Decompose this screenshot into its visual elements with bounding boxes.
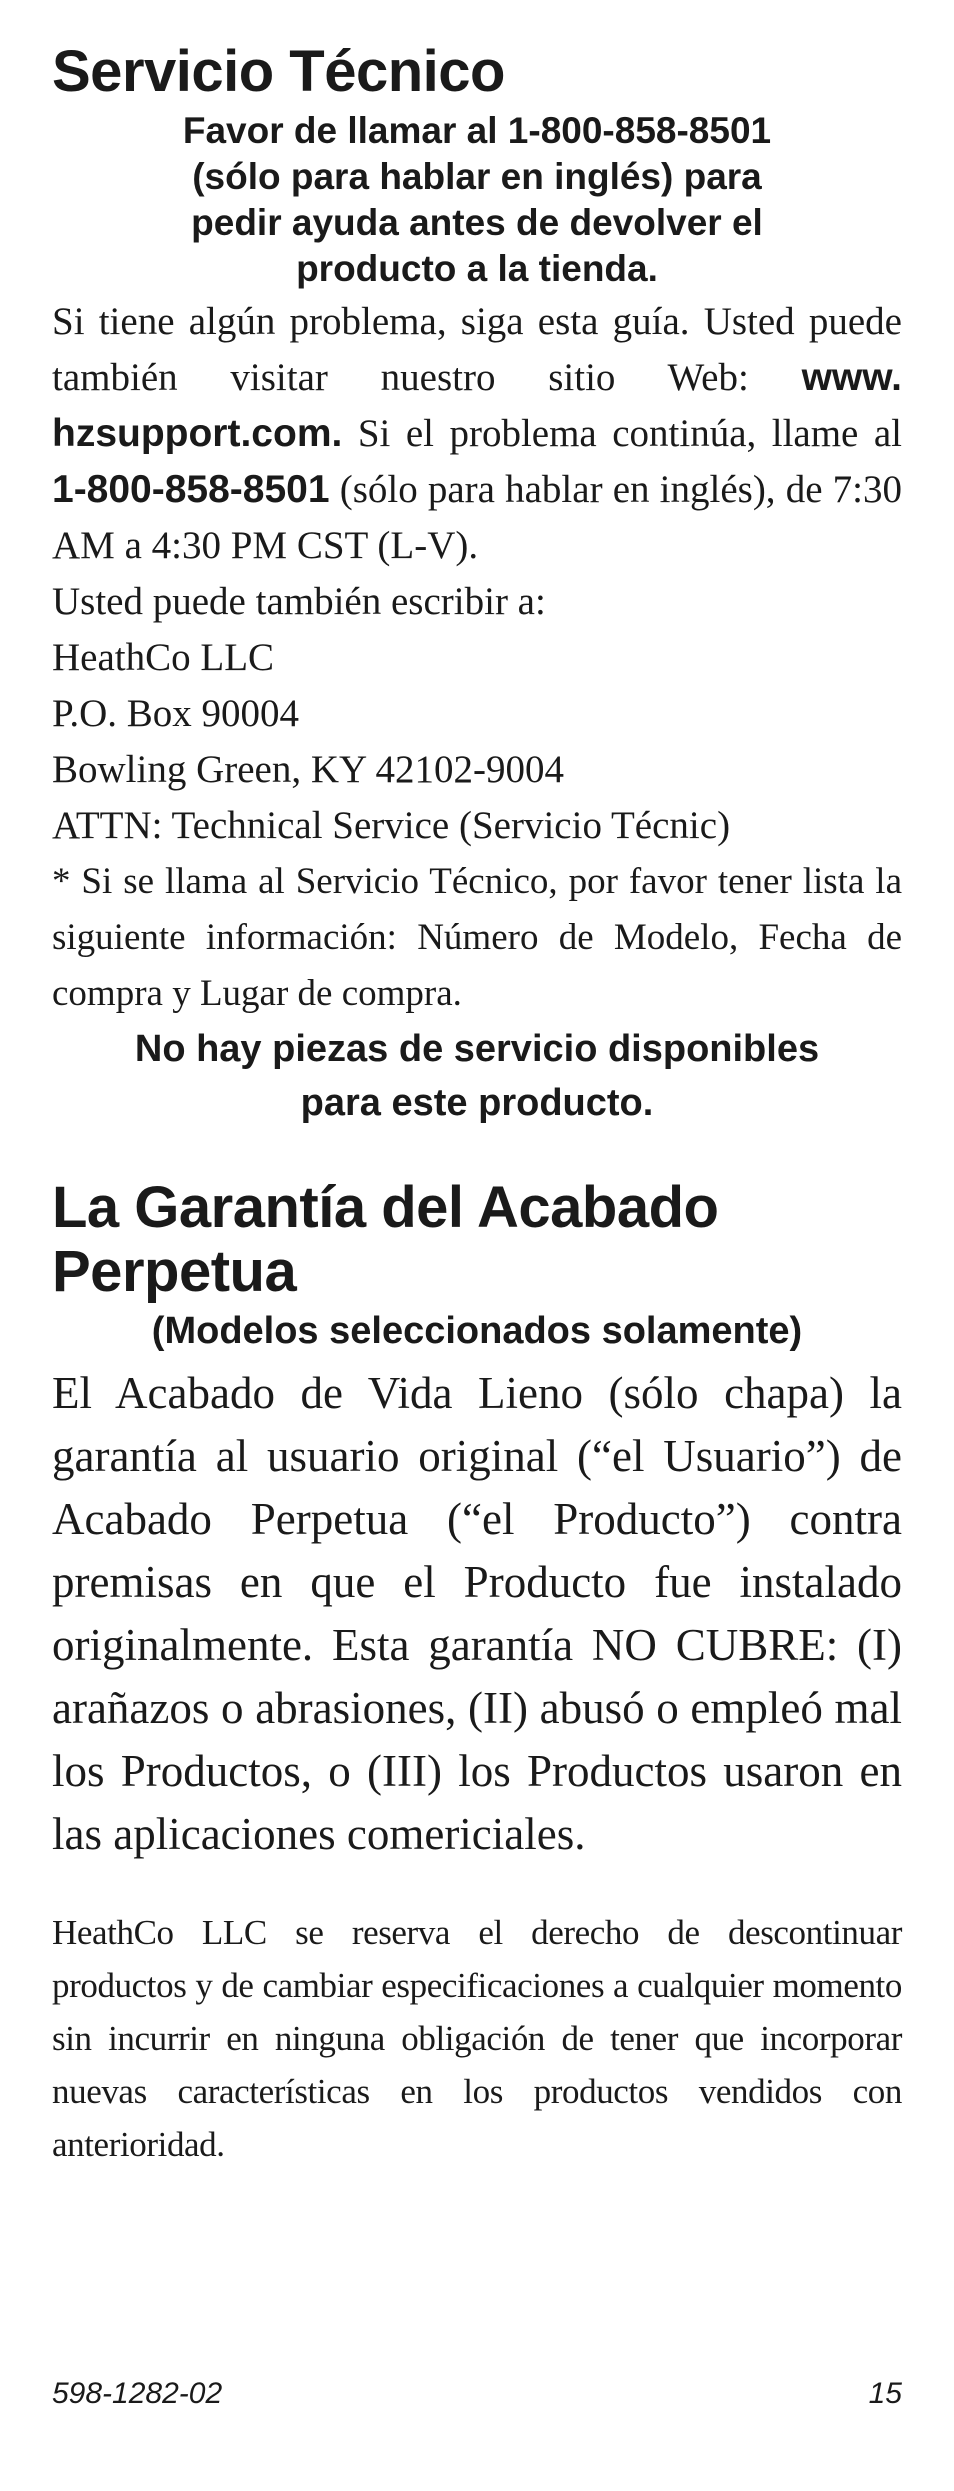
phone-number[interactable]: 1-800-858-8501: [52, 468, 330, 511]
callout-line: (sólo para hablar en inglés) para: [192, 156, 762, 197]
callout-line: pedir ayuda antes de devolver el: [191, 202, 763, 243]
no-parts-line: para este producto.: [300, 1082, 654, 1124]
callout-line: Favor de llamar al 1-800-858-8501: [182, 110, 772, 151]
address-line: HeathCo LLC: [52, 636, 275, 679]
address-line: P.O. Box 90004: [52, 692, 300, 735]
mailing-address: [52, 630, 902, 854]
service-note: * Si se llama al Servicio Técnico, por favor tener lista la siguiente información: Número de Modelo, Fecha de compra y Lugar de compra.: [52, 861, 902, 1014]
no-parts-line: No hay piezas de servicio disponibles: [134, 1028, 820, 1070]
service-title: Servicio Técnico: [52, 39, 505, 104]
page-content: [52, 40, 902, 2171]
part-number: 598-1282-02: [52, 2377, 223, 2410]
disclaimer-text: HeathCo LLC se reserva el derecho de descontinuar productos y de cambiar especificaciones a cualquier momento sin incurrir en ninguna obligación de tener que incorporar nuevas características en los productos vendidos con anterioridad.: [52, 1913, 902, 2164]
warranty-title-line: Perpetua: [52, 1239, 297, 1304]
warranty-section: [52, 1176, 902, 1866]
warranty-subtitle: (Modelos seleccionados solamente): [151, 1310, 803, 1352]
callout-line: producto a la tienda.: [296, 248, 658, 289]
intro-text: Si el problema continúa, llame al: [342, 412, 902, 455]
website-link[interactable]: www. hzsupport.com.: [52, 356, 902, 455]
warranty-title: [52, 1176, 902, 1304]
address-line: ATTN: Technical Service (Servicio Técnic): [52, 804, 731, 847]
service-intro: [52, 294, 902, 574]
intro-text: (sólo para hablar en inglés), de 7:30 AM a 4:30 PM CST (L-V).: [52, 468, 902, 567]
warranty-body: El Acabado de Vida Lieno (sólo chapa) la garantía al usuario original (“el Usuario”) de Acabado Perpetua (“el Producto”) contra premisas en que el Producto fue instalado originalmente. Esta garantía NO CUBRE: (I) arañazos o abrasiones, (II) abusó o empleó mal los Productos, o (III) los Productos usaron en las aplicaciones comericiales.: [52, 1368, 902, 1859]
no-parts-notice: [52, 1022, 902, 1130]
page-footer: [52, 2376, 902, 2412]
write-to-text: Usted puede también escribir a:: [52, 580, 546, 623]
address-line: Bowling Green, KY 42102-9004: [52, 748, 564, 791]
warranty-title-line: La Garantía del Acabado: [52, 1175, 719, 1240]
intro-text: Si tiene algún problema, siga esta guía. Usted puede también visitar nuestro sitio Web:: [52, 300, 902, 399]
service-callout: [52, 108, 902, 292]
page-number: 15: [868, 2377, 902, 2410]
